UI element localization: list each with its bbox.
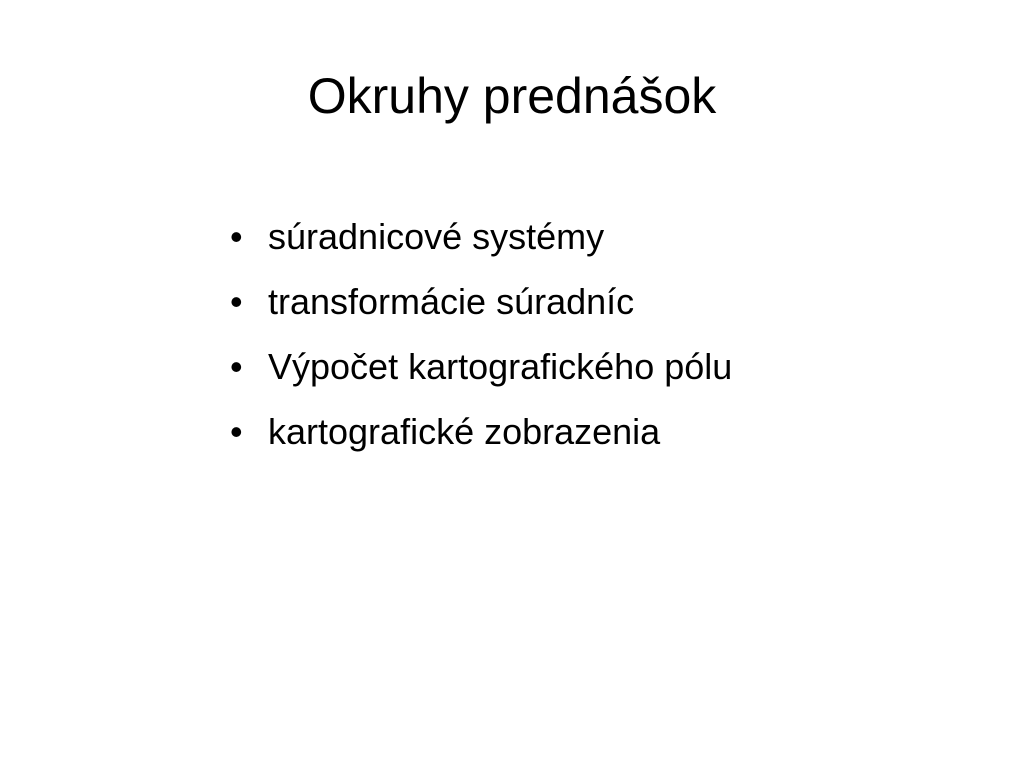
list-item-text: Výpočet kartografického pólu — [268, 346, 733, 387]
list-item-text: transformácie súradníc — [268, 281, 635, 322]
bullet-icon: • — [230, 281, 243, 322]
bullet-icon: • — [230, 216, 243, 257]
slide-title: Okruhy prednášok — [307, 68, 717, 124]
list-item-text: kartografické zobrazenia — [268, 411, 661, 452]
list-item-text: súradnicové systémy — [268, 216, 605, 257]
bullet-icon: • — [230, 346, 243, 387]
bullet-icon: • — [230, 411, 243, 452]
